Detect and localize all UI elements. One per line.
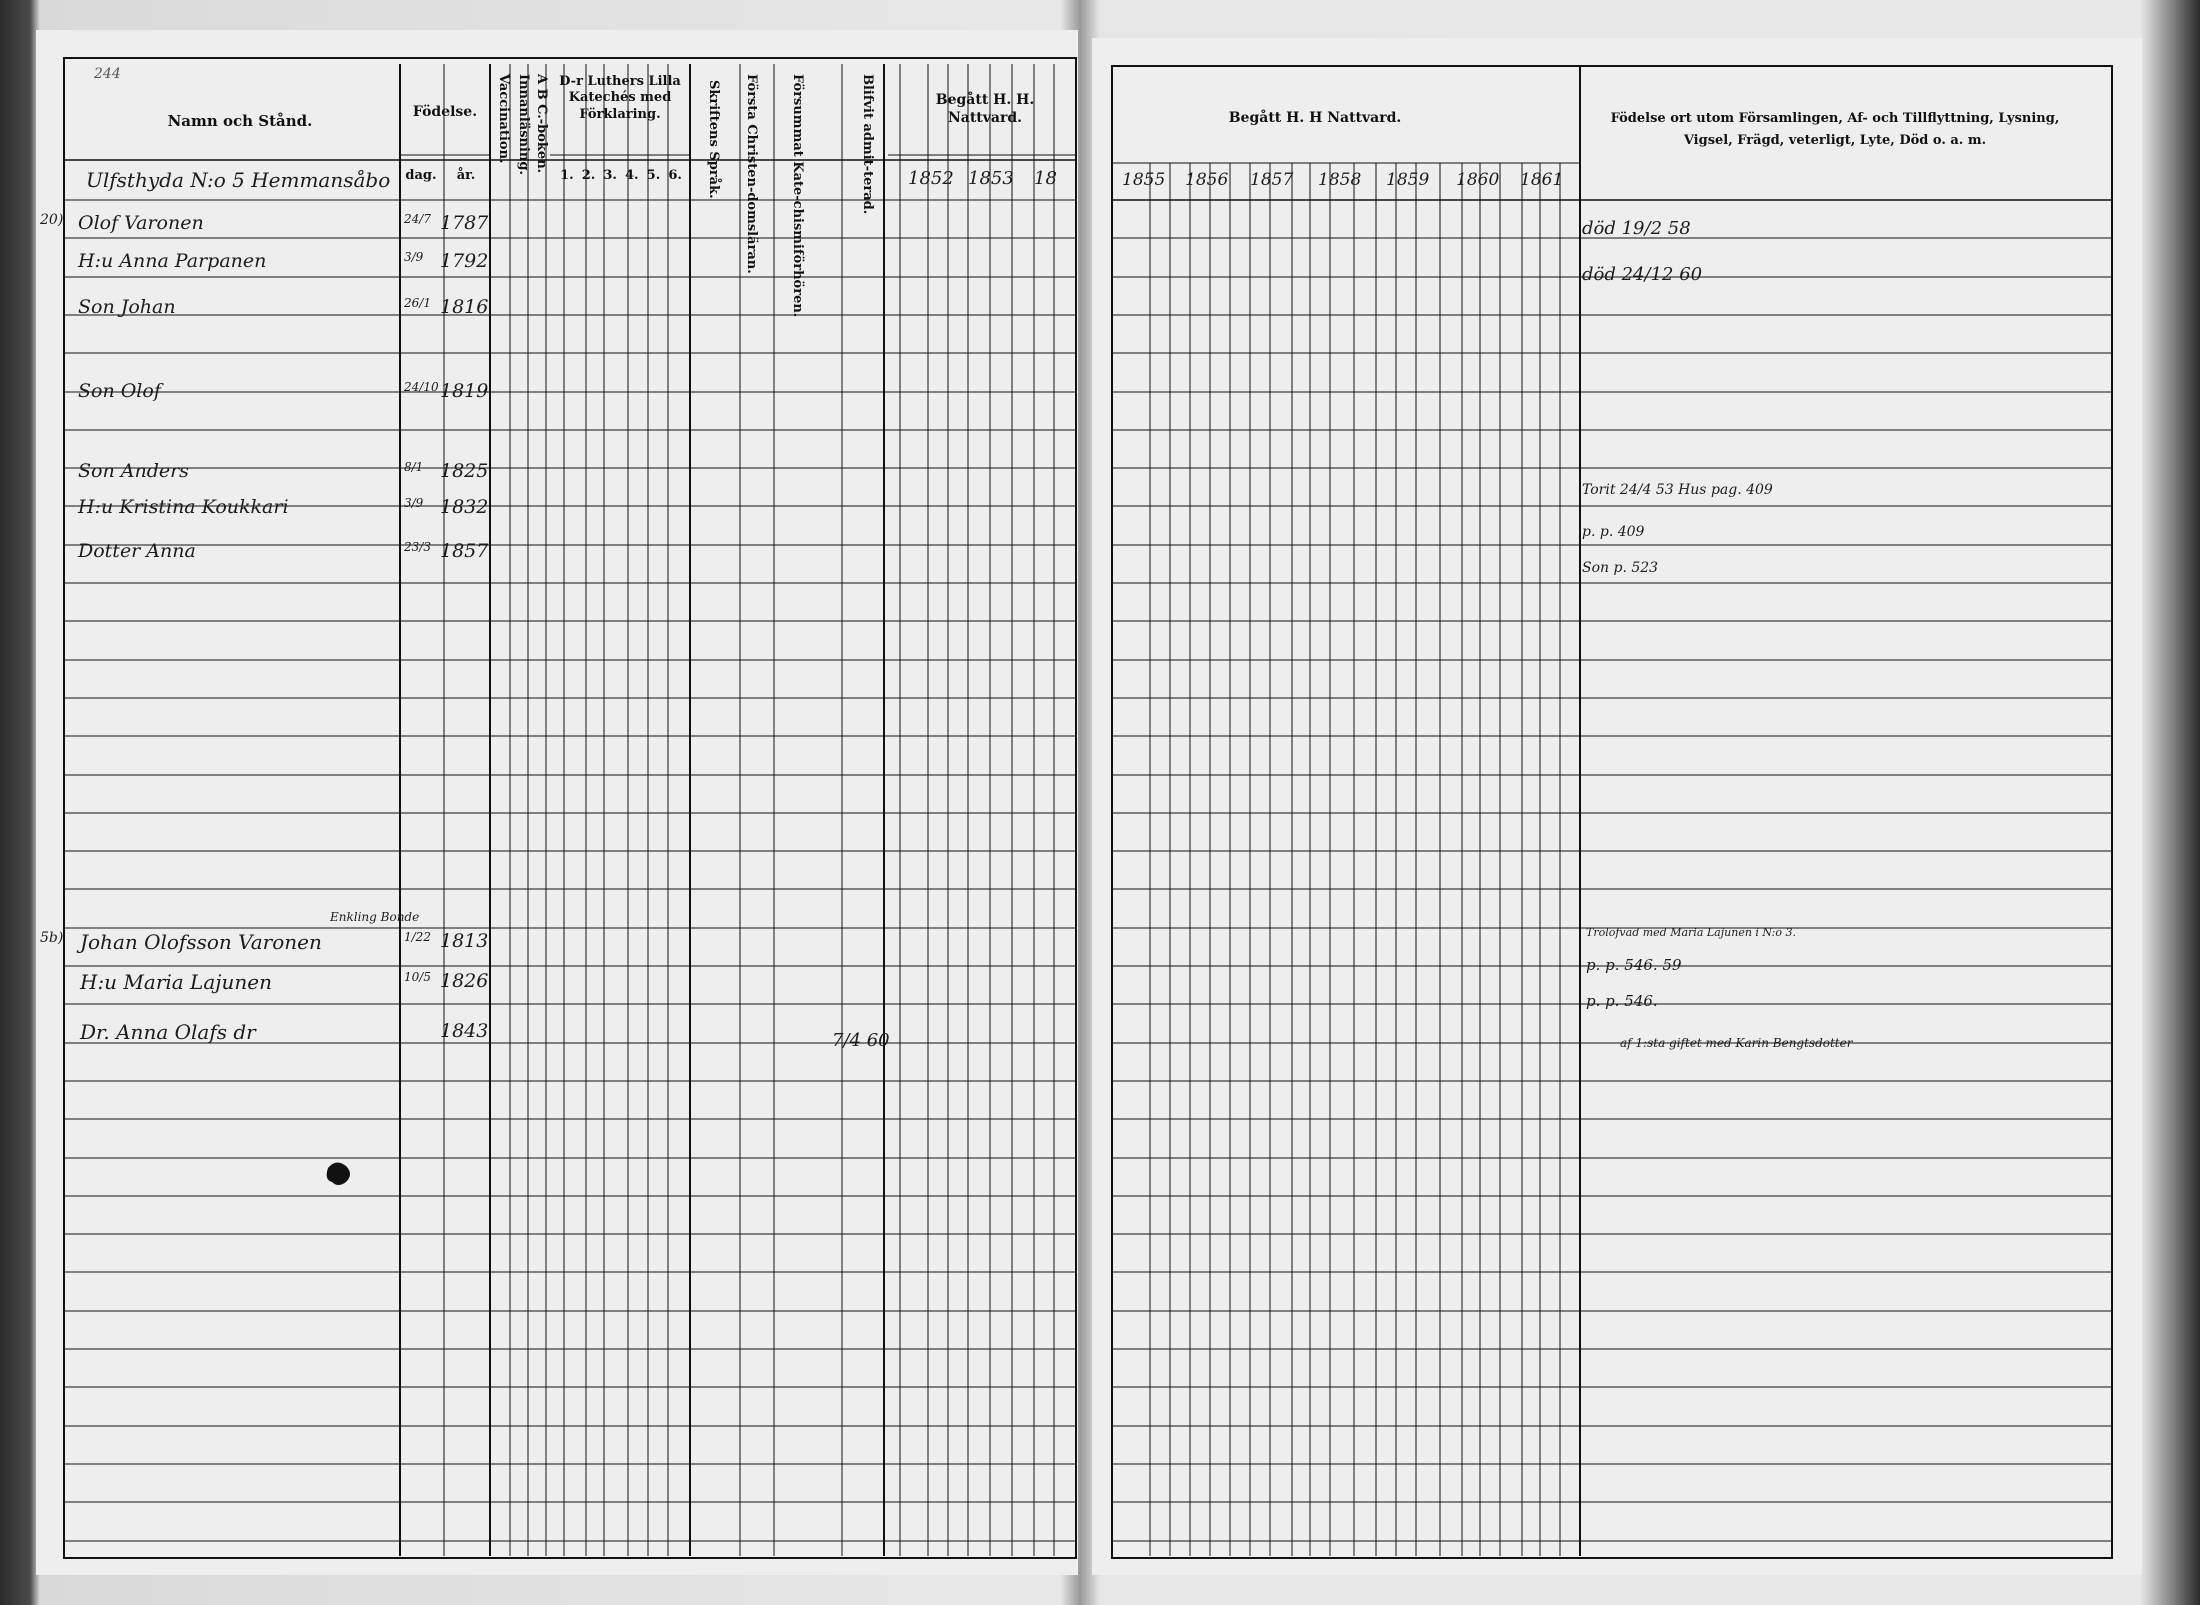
person-name: H:u Kristina Koukkari (78, 496, 289, 518)
right-note: p. p. 409 (1582, 524, 1645, 540)
header-begatt-nattvard-right: Begått H. H Nattvard. (1228, 110, 1402, 126)
year-label: 1855 (1122, 170, 1166, 190)
birth-day: 24/10 (404, 380, 439, 394)
header-fodelse: Födelse. (412, 104, 478, 120)
header-innanlasning: Innanläsning. (516, 74, 531, 175)
birth-day: 3/9 (404, 496, 424, 510)
header-ar: år. (456, 168, 476, 183)
header-luther-cols (556, 168, 686, 184)
year-label: 1861 (1520, 170, 1564, 190)
birth-year: 1819 (440, 380, 489, 402)
person-name: Son Johan (78, 296, 176, 318)
year-label: 1860 (1456, 170, 1500, 190)
birth-year: 1792 (440, 250, 489, 272)
header-luther: D-r Luthers Lilla Katechés med Förklaring. (559, 74, 681, 122)
year-1853: 1853 (968, 168, 1014, 189)
birth-year: 1787 (440, 212, 489, 234)
header-namn-och-stand: Namn och Stånd. (167, 112, 313, 130)
title-enkling-bonde: Enkling Bonde (330, 910, 420, 924)
birth-year: 1843 (440, 1020, 489, 1042)
header-skriftens-sprak: Skriftens Språk. (706, 80, 721, 199)
birth-year: 1825 (440, 460, 489, 482)
left-frame (64, 58, 1076, 1558)
birth-year: 1857 (440, 540, 489, 562)
birth-year: 1813 (440, 930, 489, 952)
birth-day: 8/1 (404, 460, 424, 474)
year-label: 1858 (1318, 170, 1362, 190)
birth-day: 23/3 (404, 540, 431, 554)
birth-day: 24/7 (404, 212, 431, 226)
right-vertical-rules (1150, 66, 1580, 1556)
header-forsummat: Försummat Kate-chismiförhören. (790, 74, 805, 318)
right-note: död 24/12 60 (1582, 264, 1703, 285)
right-note: Trolofvad med Maria Lajunen i N:o 3. (1586, 926, 1796, 939)
header-dag: dag. (405, 168, 437, 183)
year-1852: 1852 (908, 168, 954, 189)
luther-col-3: 3. (603, 168, 617, 183)
year-label: 1857 (1250, 170, 1294, 190)
header-vaccination: Vaccination. (496, 74, 511, 164)
header-blifvit-admitterad: Blifvit admit-terad. (860, 74, 875, 215)
year-18: 18 (1034, 168, 1057, 189)
year-label: 1859 (1386, 170, 1430, 190)
page-number: 244 (94, 66, 121, 82)
header-fodelse-ort: Födelse ort utom Församlingen, Af- och Tillflyttning, Lysning, Vigsel, Frägd, veterligt, Lyte, Död o. a. m. (1610, 111, 2060, 149)
person-name: Dr. Anna Olafs dr (80, 1020, 256, 1044)
birth-year: 1816 (440, 296, 489, 318)
right-note: Son p. 523 (1582, 560, 1659, 576)
person-name: Dotter Anna (78, 540, 196, 562)
luther-col-6: 6. (668, 168, 682, 183)
luther-col-1: 1. (560, 168, 574, 183)
right-frame (1112, 66, 2112, 1558)
luther-col-4: 4. (625, 168, 639, 183)
luther-col-5: 5. (646, 168, 661, 183)
left-horizontal-rules (64, 155, 1076, 1541)
header-begatt-nattvard-left: Begått H. H. Nattvard. (935, 92, 1035, 126)
left-vertical-rules (400, 64, 1054, 1556)
person-name: H:u Anna Parpanen (78, 250, 267, 272)
year-label: 1856 (1185, 170, 1229, 190)
extra-note: af 1:sta giftet med Karin Bengtsdotter (1620, 1036, 1853, 1050)
admitted-note: 7/4 60 (832, 1030, 890, 1051)
person-name: Son Anders (78, 460, 189, 482)
birth-year: 1826 (440, 970, 489, 992)
birth-year: 1832 (440, 496, 489, 518)
row-marker: 20) (40, 212, 64, 228)
row-marker: 5b) (40, 930, 64, 946)
birth-day: 26/1 (404, 296, 431, 310)
right-note: p. p. 546. 59 (1586, 956, 1682, 974)
luther-col-2: 2. (581, 168, 596, 183)
person-name: Johan Olofsson Varonen (80, 930, 322, 954)
household-title: Ulfsthyda N:o 5 Hemmansåbo (86, 168, 391, 192)
person-name: Son Olof (78, 380, 161, 402)
right-note: p. p. 546. (1586, 992, 1658, 1010)
birth-day: 1/22 (404, 930, 431, 944)
right-horizontal-rules (1112, 163, 2112, 1541)
right-note: Torit 24/4 53 Hus pag. 409 (1582, 482, 1773, 498)
right-note: död 19/2 58 (1582, 218, 1691, 239)
person-name: H:u Maria Lajunen (80, 970, 272, 994)
header-abc-boken: A B C.-boken. (534, 74, 549, 174)
birth-day: 3/9 (404, 250, 424, 264)
header-forsta-christendomslaran: Första Christen-domsläran. (744, 74, 759, 274)
person-name: Olof Varonen (78, 212, 204, 234)
birth-day: 10/5 (404, 970, 431, 984)
